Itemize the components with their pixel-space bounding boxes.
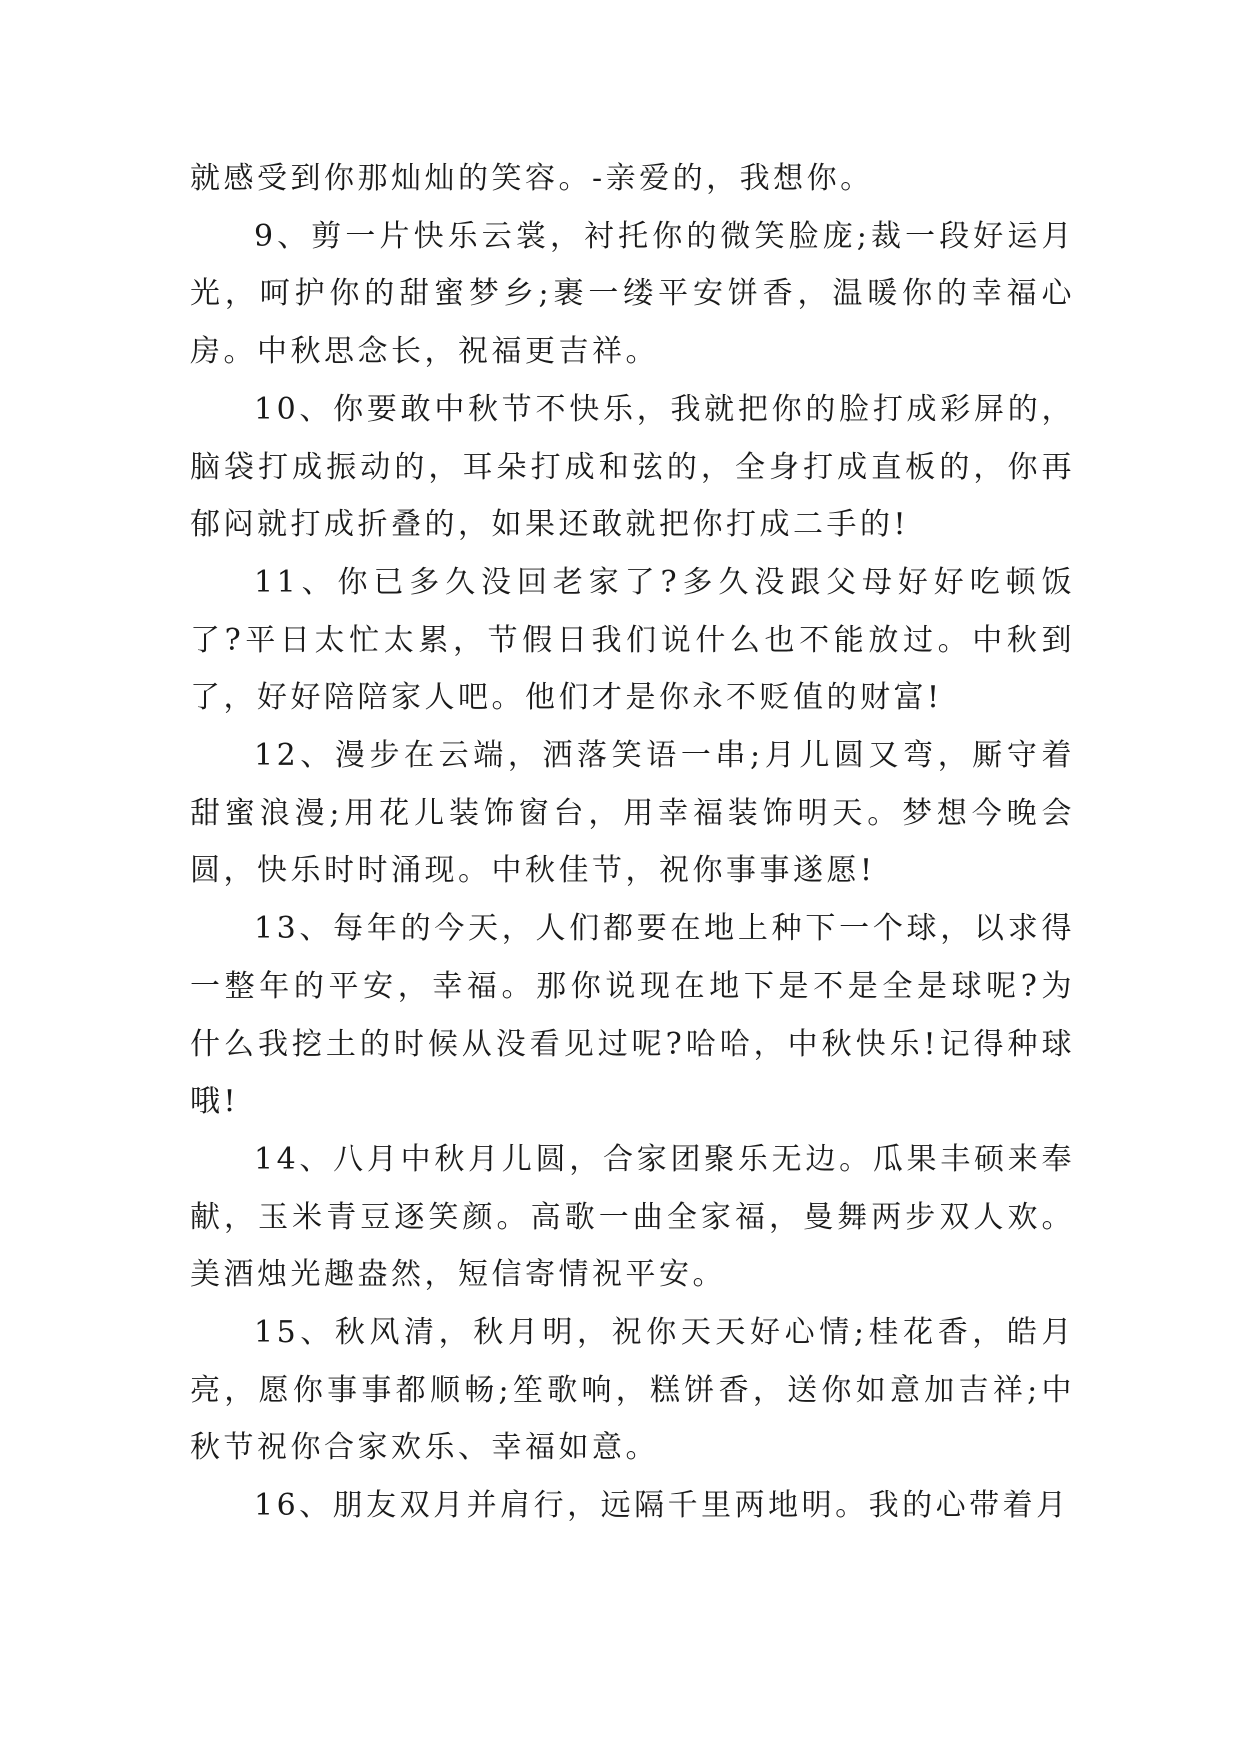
document-body: [190, 150, 1075, 1535]
paragraph-item-13: 13、每年的今天，人们都要在地上种下一个球，以求得一整年的平安，幸福。那你说现在地下是不是全是球呢?为什么我挖土的时候从没看见过呢?哈哈，中秋快乐!记得种球哦!: [190, 911, 1075, 1120]
paragraph-item-14: 14、八月中秋月儿圆，合家团聚乐无边。瓜果丰硕来奉献，玉米青豆逐笑颜。高歌一曲全家福，曼舞两步双人欢。美酒烛光趣盎然，短信寄情祝平安。: [190, 1141, 1075, 1293]
paragraph-item-11: 11、你已多久没回老家了?多久没跟父母好好吃顿饭了?平日太忙太累，节假日我们说什么也不能放过。中秋到了，好好陪陪家人吧。他们才是你永不贬值的财富!: [190, 564, 1075, 716]
paragraph-item-9: 9、剪一片快乐云裳，衬托你的微笑脸庞;裁一段好运月光，呵护你的甜蜜梦乡;裹一缕平安饼香，温暖你的幸福心房。中秋思念长，祝福更吉祥。: [190, 218, 1075, 370]
paragraph-item-12: 12、漫步在云端，洒落笑语一串;月儿圆又弯，厮守着甜蜜浪漫;用花儿装饰窗台，用幸福装饰明天。梦想今晚会圆，快乐时时涌现。中秋佳节，祝你事事遂愿!: [190, 738, 1075, 889]
paragraph-item-10: 10、你要敢中秋节不快乐，我就把你的脸打成彩屏的，脑袋打成振动的，耳朵打成和弦的，全身打成直板的，你再郁闷就打成折叠的，如果还敢就把你打成二手的!: [190, 391, 1075, 543]
paragraph-item-16: 16、朋友双月并肩行，远隔千里两地明。我的心带着月: [254, 1488, 1070, 1524]
paragraph-continuation: 就感受到你那灿灿的笑容。-亲爱的，我想你。: [190, 161, 874, 196]
paragraph-item-15: 15、秋风清，秋月明，祝你天天好心情;桂花香，皓月亮，愿你事事都顺畅;笙歌响，糕饼香，送你如意加吉祥;中秋节祝你合家欢乐、幸福如意。: [190, 1315, 1075, 1466]
